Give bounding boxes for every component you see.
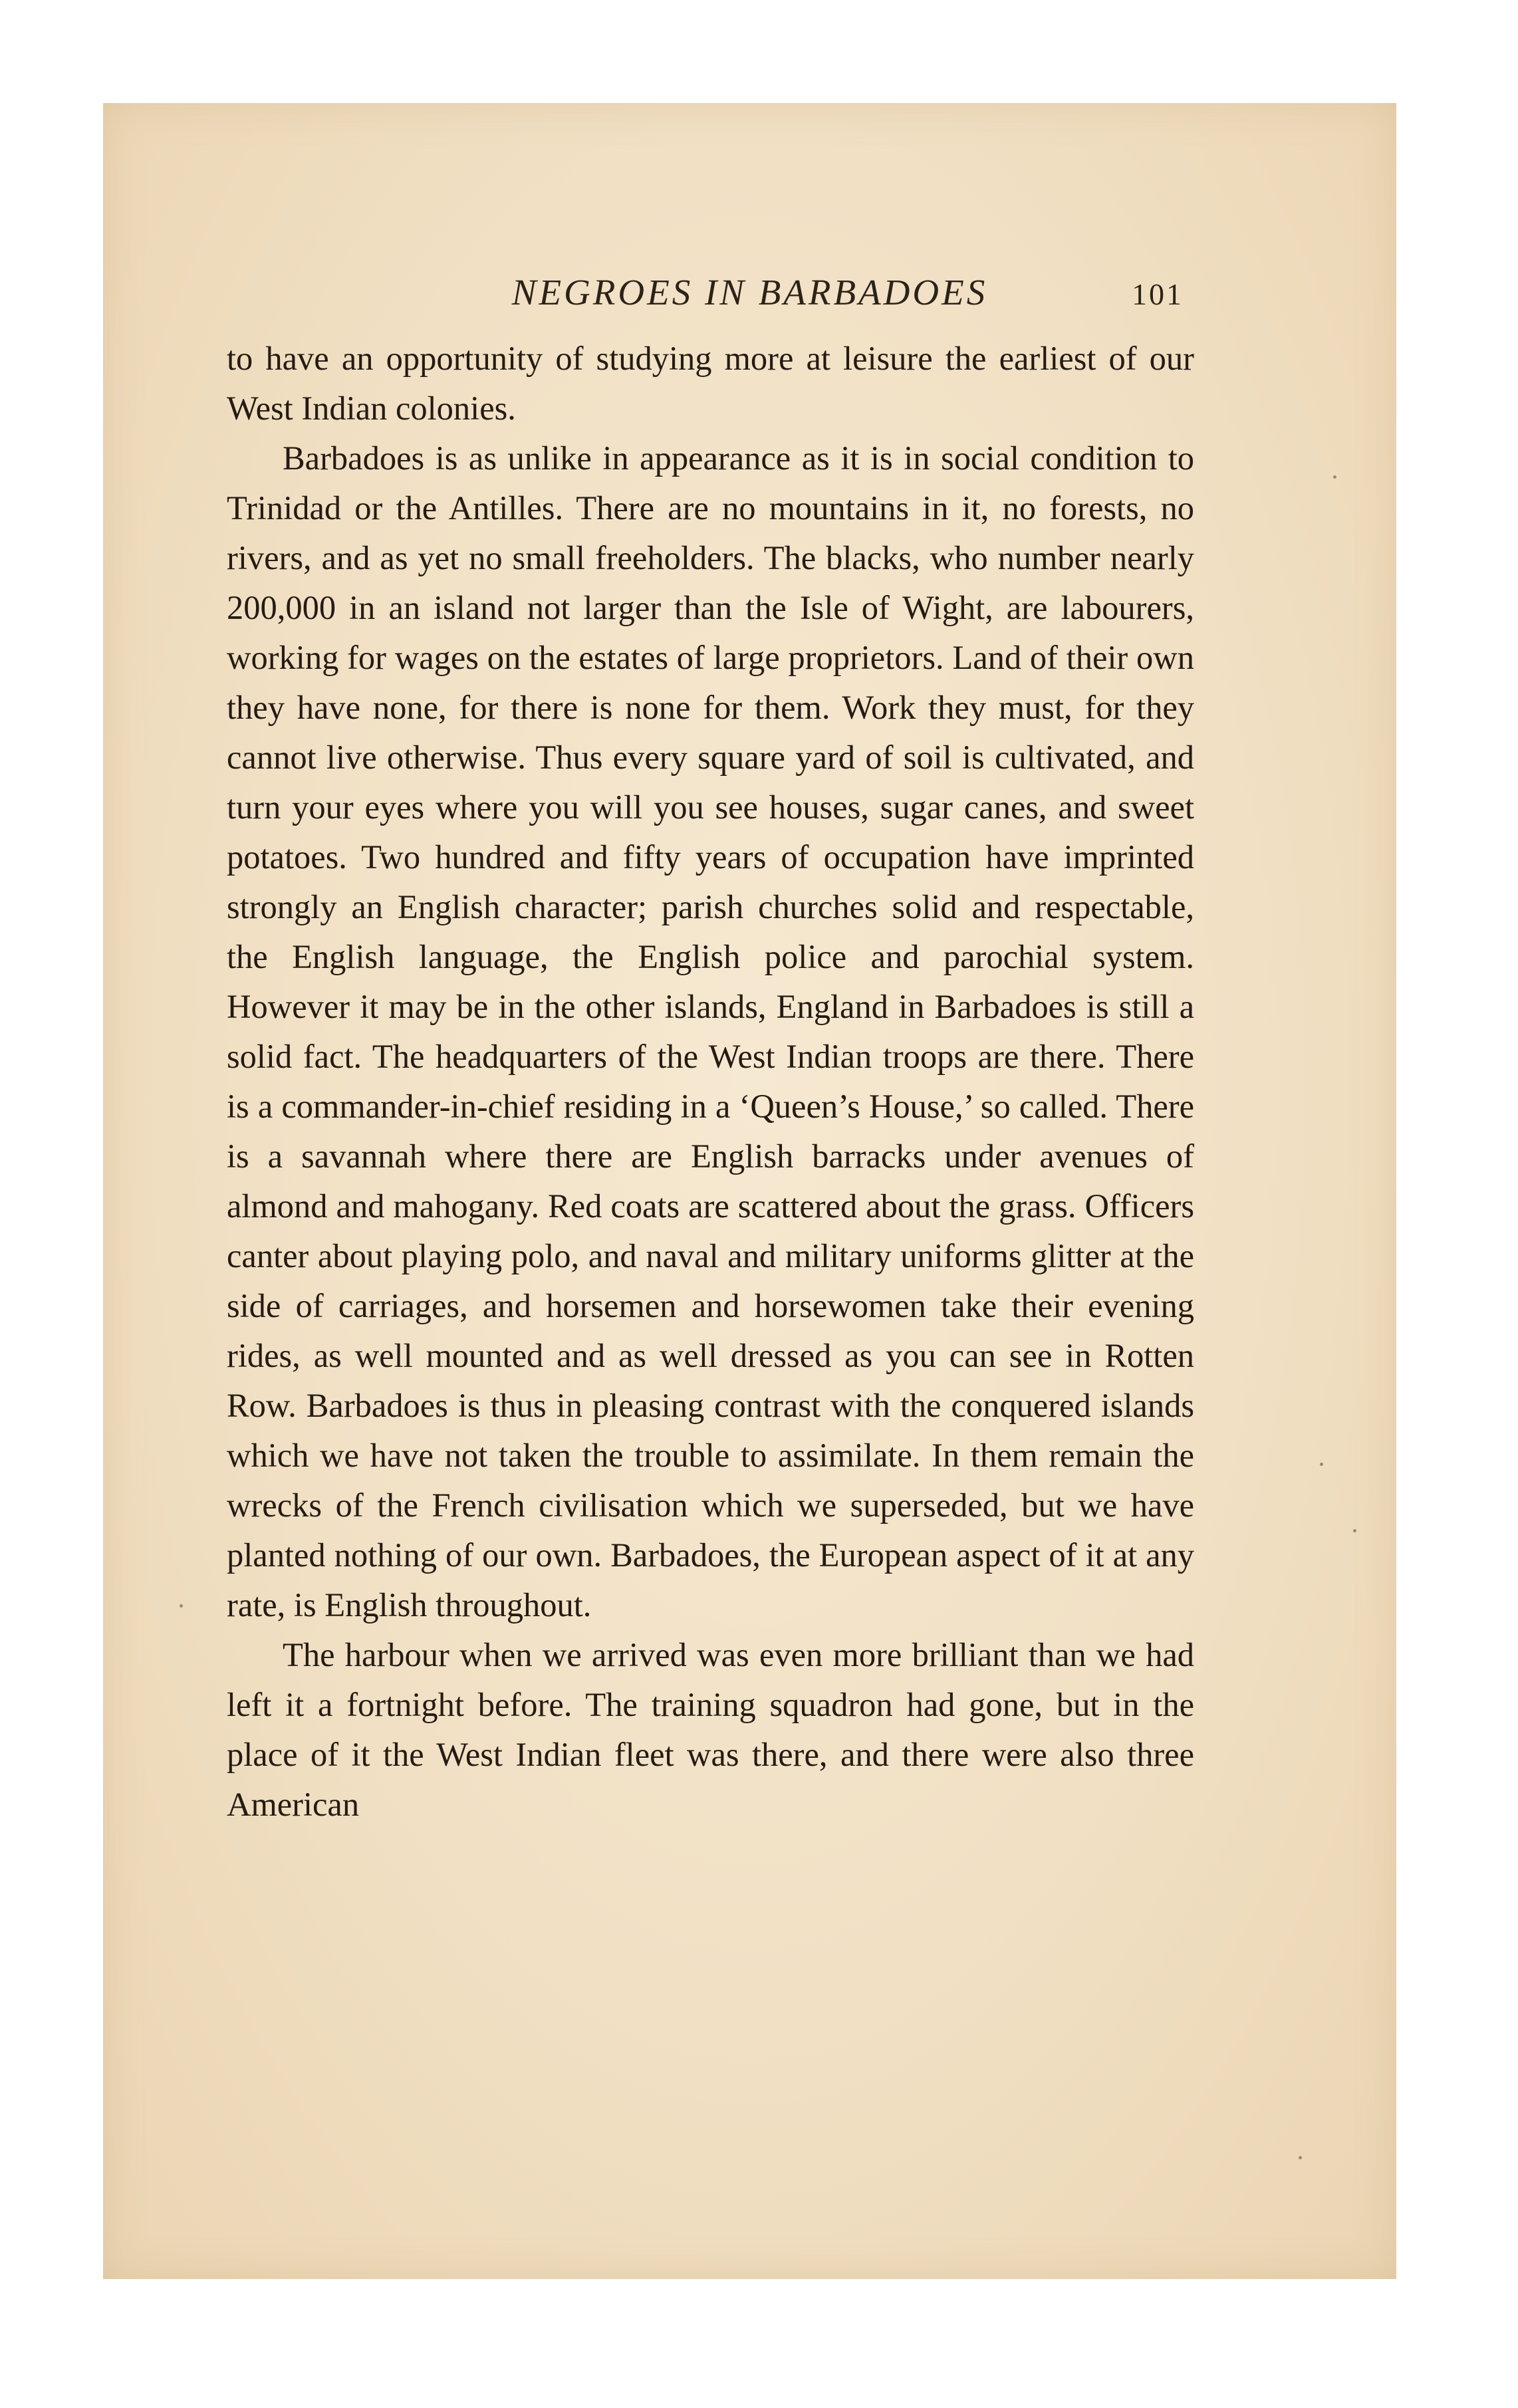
paper-speck — [1299, 2156, 1302, 2159]
paper-speck — [1353, 1529, 1356, 1532]
paper-speck — [1333, 475, 1336, 479]
body-text — [227, 334, 1194, 1830]
book-page — [103, 103, 1396, 2279]
chapter-running-title: NEGROES IN BARBADOES — [511, 272, 988, 312]
paper-speck — [180, 1604, 183, 1608]
paragraph-continuation: to have an opportunity of studying more at leisure the earliest of our West Indian colonies. — [227, 340, 1194, 427]
paragraph-barbadoes-description: Barbadoes is as unlike in appearance as it is in social condition to Trinidad or the Antilles. There are no mountains in it, no forests, no rivers, and as yet no small freeholders. The blacks, who number nearly 200,000 in an island not larger than the Isle of Wight, are labourers, working for wages on the estates of large proprietors. Land of their own they have none, for there is none for them. Work they must, for they cannot live otherwise. Thus every square yard of soil is cultivated, and turn your eyes where you will you see houses, sugar canes, and sweet potatoes. Two hundred and fifty years of occupation have imprinted strongly an English character; parish churches solid and respectable, the English language, the English police and parochial system. However it may be in the other islands, England in Barbadoes is still a solid fact. The headquarters of the West Indian troops are there. There is a commander-in-chief residing in a ‘Queen’s House,’ so called. There is a savannah where there are English barracks under avenues of almond and mahogany. Red coats are scattered about the grass. Officers canter about playing polo, and naval and military uniforms glitter at the side of carriages, and horsemen and horsewomen take their evening rides, as well mounted and as well dressed as you can see in Rotten Row. Barbadoes is thus in pleasing contrast with the conquered islands which we have not taken the trouble to assimilate. In them remain the wrecks of the French civilisation which we superseded, but we have planted nothing of our own. Barbadoes, the European aspect of it at any rate, is English throughout. — [227, 439, 1194, 1624]
running-head — [329, 266, 1184, 319]
page-number: 101 — [1132, 277, 1184, 311]
paper-speck — [1320, 1463, 1323, 1466]
paragraph-harbour: The harbour when we arrived was even more brilliant than we had left it a fortnight before. The training squadron had gone, but in the place of it the West Indian fleet was there, and there were also three American — [227, 1636, 1194, 1823]
